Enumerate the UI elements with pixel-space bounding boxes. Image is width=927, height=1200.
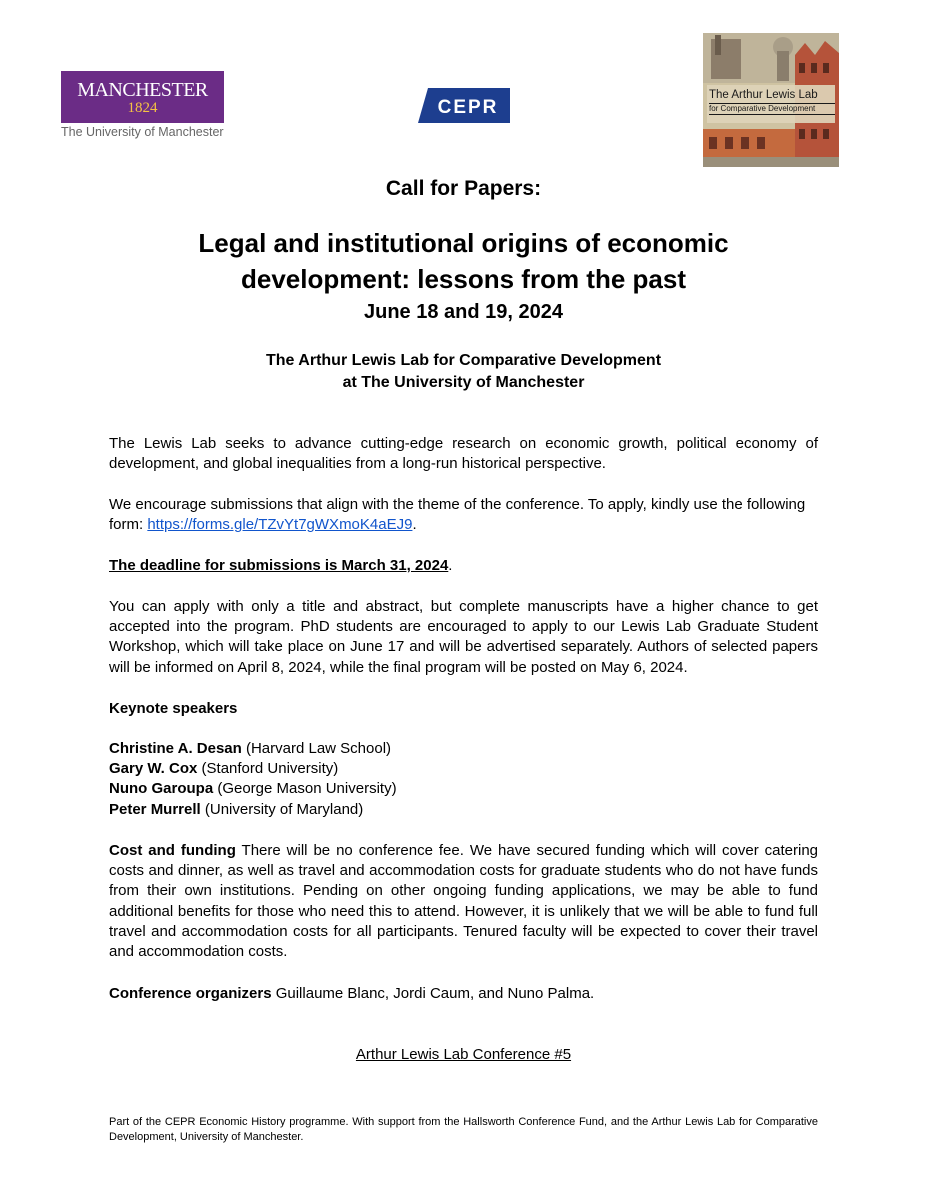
speaker-name: Peter Murrell: [109, 800, 201, 818]
deadline-paragraph: [109, 556, 818, 576]
submission-text: We encourage submissions that align with the theme of the conference. To apply, kindly use the following form:: [109, 496, 806, 534]
lewis-lab-logo-title: The Arthur Lewis Lab: [709, 89, 818, 101]
footer-note: Part of the CEPR Economic History programme. With support from the Hallsworth Conference Fund, and the Arthur Lewis Lab for Comparative Development, University of Manchester.: [109, 1116, 818, 1143]
submission-period: .: [412, 516, 417, 534]
conference-title-line-1: Legal and institutional origins of economic: [198, 228, 729, 258]
cepr-logo-graphic: [418, 88, 510, 123]
cepr-logo: [418, 88, 510, 123]
speaker-item: [109, 759, 818, 779]
manchester-logo-box: [61, 71, 224, 123]
speaker-item: [109, 739, 818, 759]
manchester-logo-year: 1824: [127, 100, 158, 116]
speaker-name: Gary W. Cox: [109, 760, 198, 778]
host-lab-line-1: The Arthur Lewis Lab for Comparative Development: [265, 352, 662, 369]
manchester-logo: [61, 71, 225, 141]
speaker-name: Christine A. Desan: [109, 740, 242, 757]
cost-funding-paragraph: [109, 841, 818, 962]
keynote-speakers-heading: Keynote speakers: [109, 700, 238, 717]
cost-funding-heading: Cost and funding: [109, 842, 236, 859]
lewis-lab-logo-subtitle: for Comparative Development: [709, 103, 835, 115]
speaker-list: [109, 739, 818, 820]
organizers-text: Guillaume Blanc, Jordi Caum, and Nuno Palma.: [271, 985, 595, 1002]
speaker-affiliation: (Harvard Law School): [241, 740, 392, 757]
organizers-paragraph: [109, 984, 818, 1004]
application-info-paragraph: You can apply with only a title and abstract, but complete manuscripts have a higher chance to get accepted into the program. PhD students are encouraged to apply to our Lewis Lab Graduate Student Workshop, which will take place on June 17 and will be advertised separately. Authors of selected papers will be informed on April 8, 2024, while the final program will be posted on May 6, 2024.: [109, 598, 818, 676]
submission-paragraph: [109, 495, 818, 535]
host-lab-line-2: at The University of Manchester: [342, 374, 585, 391]
speaker-name: Nuno Garoupa: [109, 780, 214, 798]
manchester-logo-name: MANCHESTER: [77, 79, 208, 101]
speaker-item: [109, 800, 818, 820]
call-for-papers-heading: Call for Papers:: [385, 177, 542, 200]
conference-title-line-2: development: lessons from the past: [241, 264, 686, 294]
speaker-item: [109, 779, 818, 799]
application-form-link[interactable]: https://forms.gle/TZvYt7gWXmoK4aEJ9: [147, 516, 413, 534]
deadline-text: The deadline for submissions is March 31, 2024: [109, 557, 449, 574]
intro-paragraph: The Lewis Lab seeks to advance cutting-edge research on economic growth, political economy of development, and global inequalities from a long-run historical perspective.: [109, 435, 818, 473]
speaker-affiliation: (University of Maryland): [200, 800, 364, 818]
conference-number: Arthur Lewis Lab Conference #5: [355, 1046, 572, 1063]
speaker-affiliation: (Stanford University): [197, 760, 339, 778]
conference-dates: June 18 and 19, 2024: [363, 301, 563, 323]
manchester-logo-caption: The University of Manchester: [61, 125, 224, 139]
cost-funding-text: There will be no conference fee. We have secured funding which will cover catering costs and dinner, as well as travel and accommodation costs for graduate students who do not have funds from their own institutions. Pending on other ongoing funding applications, we may be able to fund additional benefits for those who need this to attend. However, it is unlikely that we will be able to fund full travel and accommodation costs for all participants. Tenured faculty will be expected to cover their travel and accommodation costs.: [109, 842, 819, 961]
speaker-affiliation: (George Mason University): [213, 780, 397, 798]
arthur-lewis-lab-logo: [703, 33, 839, 167]
cepr-logo-text: CEPR: [437, 97, 499, 118]
deadline-period: .: [448, 557, 453, 574]
organizers-heading: Conference organizers: [109, 985, 272, 1002]
